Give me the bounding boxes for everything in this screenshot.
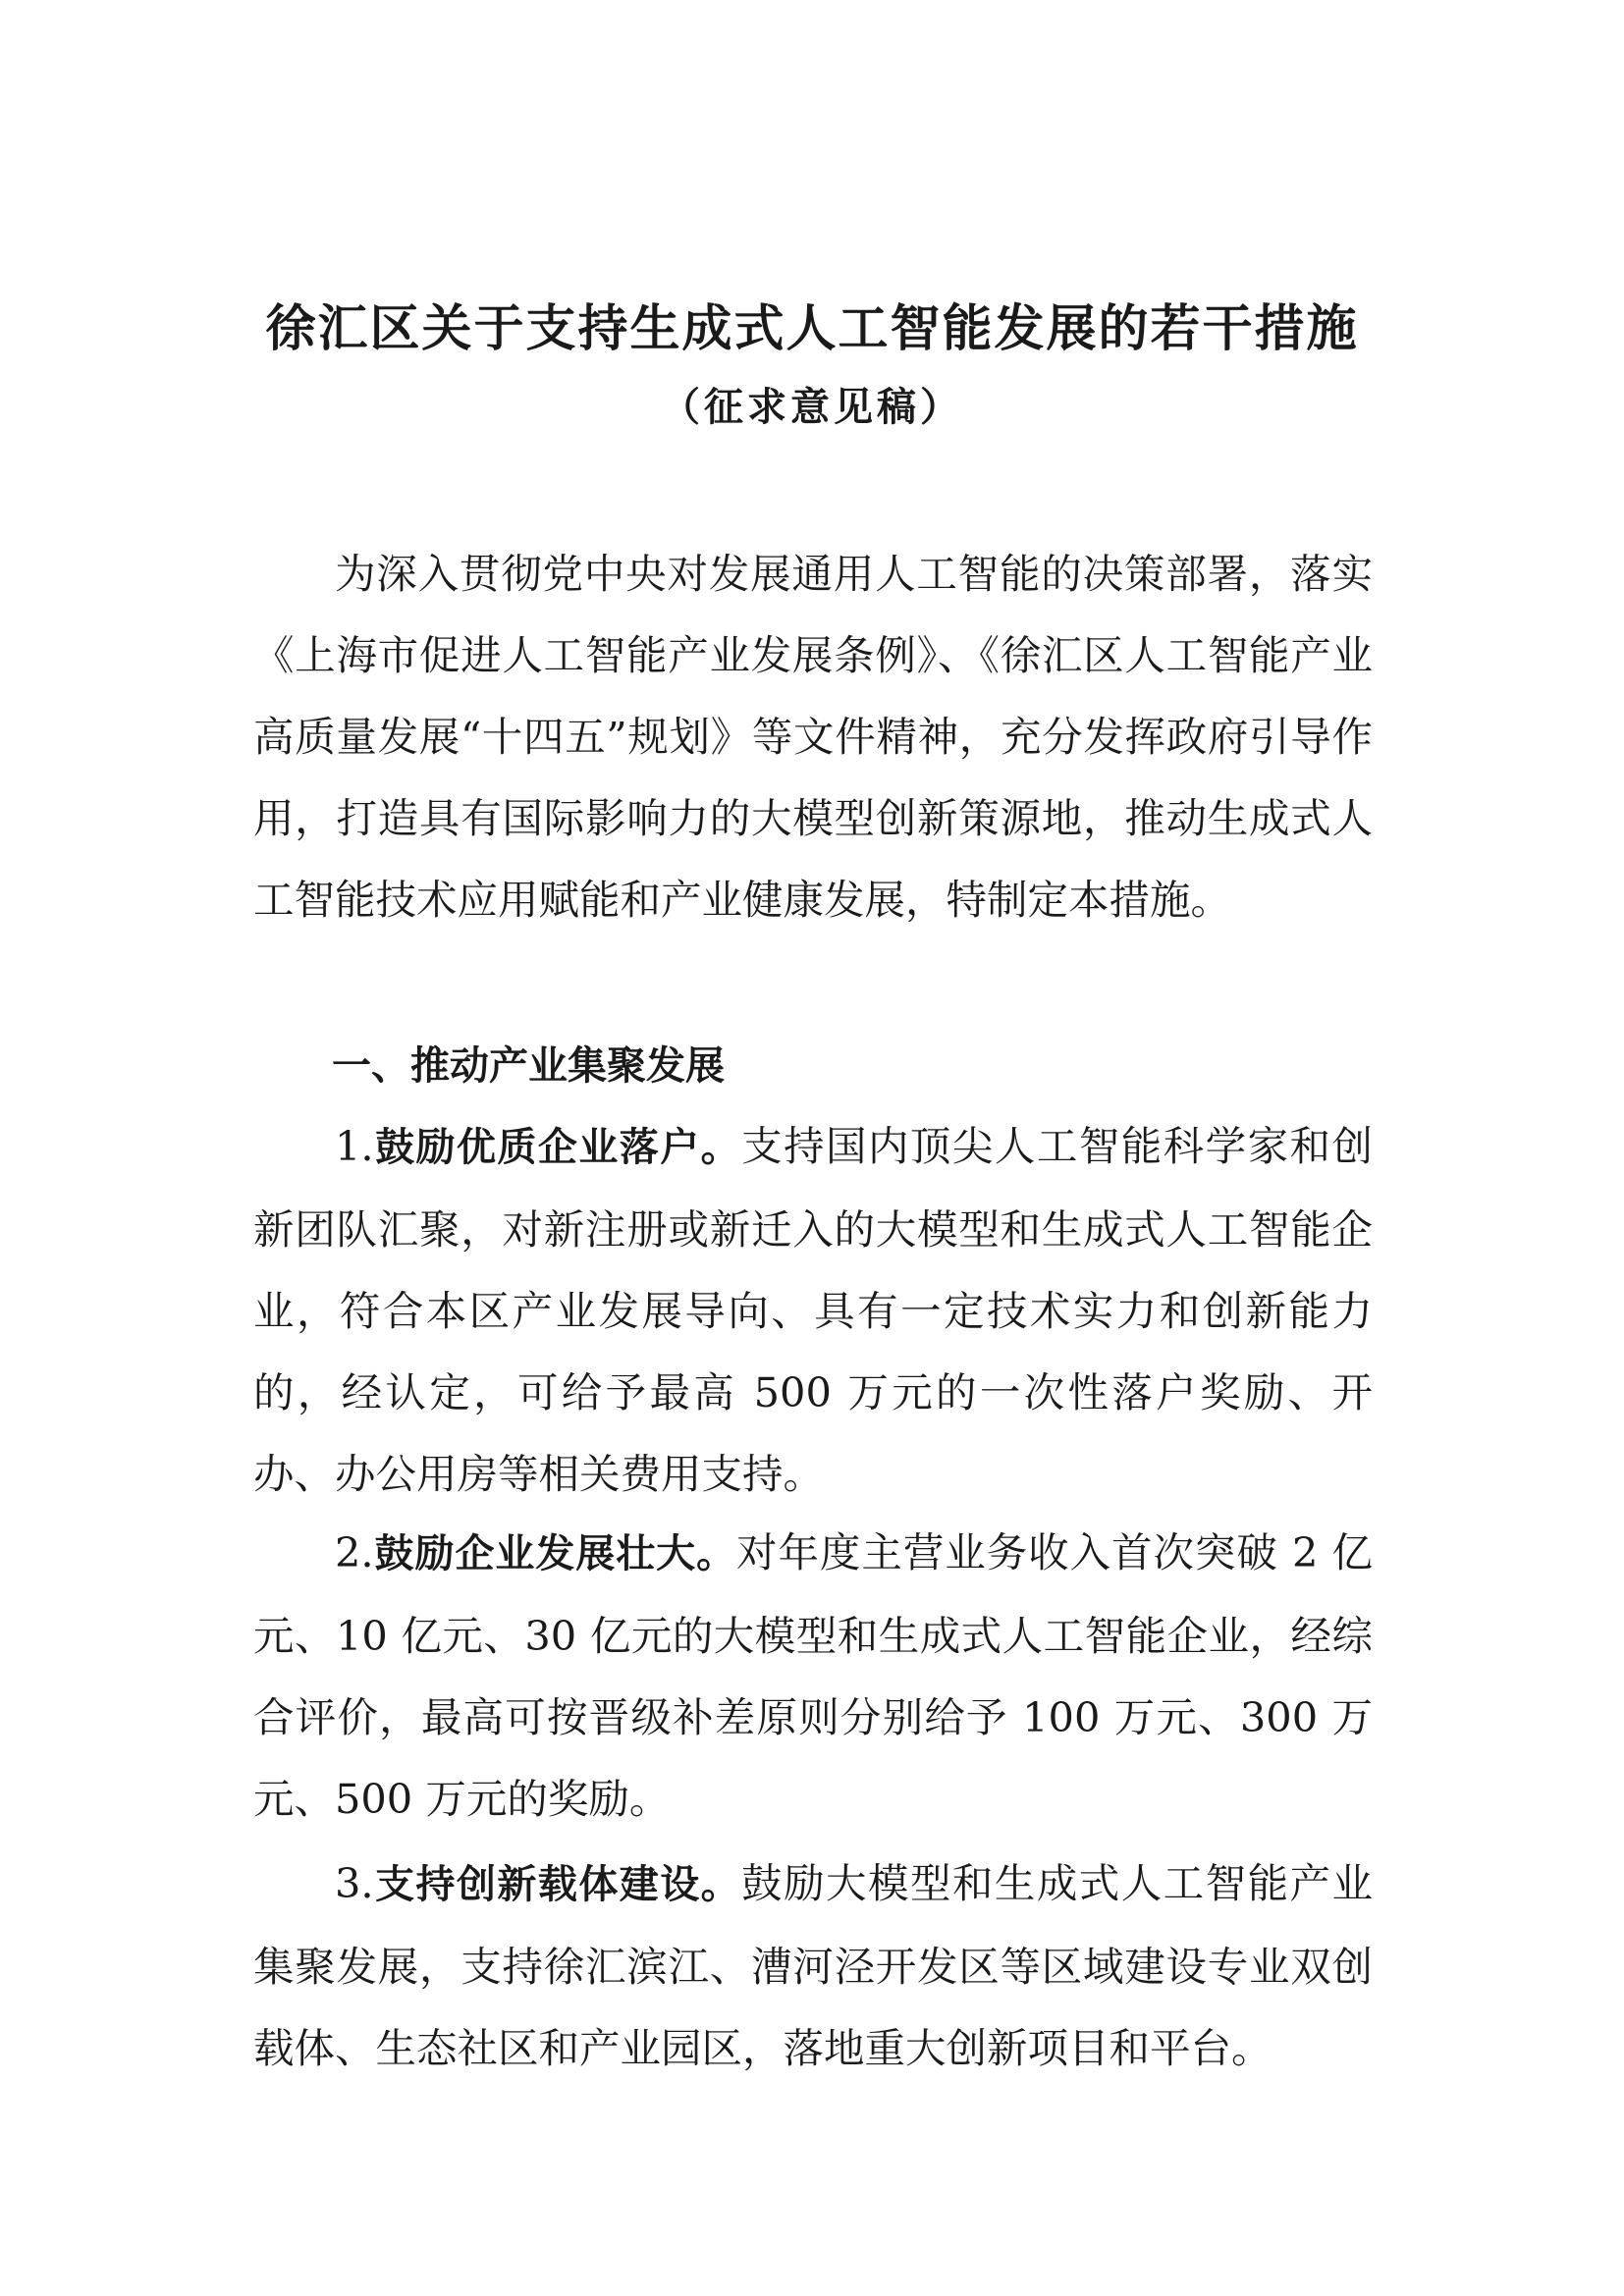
item-text: 对年度主营业务收入首次突破 2 亿元、10 亿元、30 亿元的大模型和生成式人工智能企业，经综合评价，最高可按晋级补差原则分别给予 100 万元、300 万元、500 万元的奖励。 xyxy=(253,1528,1373,1823)
item-3-block xyxy=(253,1842,1373,2089)
item-text: 鼓励大模型和生成式人工智能产业集聚发展，支持徐汇滨江、漕河泾开发区等区域建设专业双创载体、生态社区和产业园区，落地重大创新项目和平台。 xyxy=(253,1859,1373,2072)
item-lead: 鼓励优质企业落户。 xyxy=(373,1125,742,1170)
item-lead: 支持创新载体建设。 xyxy=(373,1862,742,1907)
item-number: 2. xyxy=(335,1528,374,1576)
item-number: 1. xyxy=(335,1122,374,1170)
item-1-block xyxy=(253,1105,1373,1515)
item-2-block xyxy=(253,1512,1373,1840)
item-lead: 鼓励企业发展壮大。 xyxy=(373,1531,737,1576)
section-heading: 一、推动产业集聚发展 xyxy=(332,1043,725,1089)
intro-block xyxy=(253,533,1373,940)
item-number: 3. xyxy=(335,1859,374,1907)
item-text: 支持国内顶尖人工智能科学家和创新团队汇聚，对新注册或新迁入的大模型和生成式人工智能企业，符合本区产业发展导向、具有一定技术实力和创新能力的，经认定，可给予最高 500 万元的一次性落户奖励、开办、办公用房等相关费用支持。 xyxy=(253,1122,1373,1498)
intro-paragraph: 为深入贯彻党中央对发展通用人工智能的决策部署，落实《上海市促进人工智能产业发展条例》、《徐汇区人工智能产业高质量发展“十四五”规划》等文件精神，充分发挥政府引导作用，打造具有国际影响力的大模型创新策源地，推动生成式人工智能技术应用赋能和产业健康发展，特制定本措施。 xyxy=(253,550,1373,924)
measure-item-1 xyxy=(253,1105,1373,1515)
measure-item-3 xyxy=(253,1842,1373,2089)
document-subtitle: （征求意见稿） xyxy=(661,385,963,430)
document-title: 徐汇区关于支持生成式人工智能发展的若干措施 xyxy=(265,299,1359,358)
measure-item-2 xyxy=(253,1512,1373,1840)
section-1-block xyxy=(253,1026,1373,1107)
